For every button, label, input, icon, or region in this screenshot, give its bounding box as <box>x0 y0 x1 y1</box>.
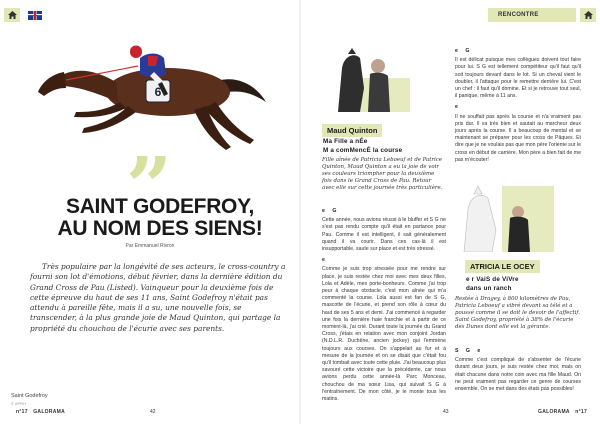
patricia-leboeuf-photo <box>462 186 554 252</box>
home-icon <box>8 11 17 19</box>
article-intro: Très populaire par la longévité de ses acteurs, le cross-country a fourni son lot d'émotions, début février, dans la dernière édition du Grand Cross de Pau (Listed). Vainqueur pour la deuxième fois de cette épreuve du haut de ses 11 ans, Saint Godefroy n'était pas attendu à pareille fête, mais il a su, une nouvelle fois, se transcender, à la plus grande joie de Maud Quinton, qui partage la propriété du chouchou de l'écurie avec ses parents. <box>30 262 286 333</box>
caption-credit: © APRH <box>11 401 26 406</box>
svg-text:6: 6 <box>154 85 162 99</box>
page-gutter <box>299 0 301 424</box>
question-5: S G e <box>455 348 484 354</box>
caption-title: Saint Godefroy <box>11 393 48 399</box>
answer-4: Il ne souffait pas après la course et n'a vraiment pas pris dur. Il va très bien et sautait au marcheur deux jours après la course. Il a beaucoup de mental et se maintenant se préparer pour les cross de Pâques. Et dire que je ne voulais pas que mon père l'oriente sur le cross en début de carrière. Mon père a bien fait de me pas m'écouter! <box>455 113 581 163</box>
home-button[interactable] <box>4 8 20 22</box>
article-headline <box>34 196 286 240</box>
maud-quinton-photo <box>330 48 410 112</box>
question-2: e <box>322 257 328 264</box>
patricia-name-tag: ATRICIA LE OCEY <box>465 260 540 273</box>
answer-3: Il est délicat puisque mes collègues doivent tout faire pour lui. S G est tellement compétiteur qu'il faut qu'il soit toujours devant dans le lot. Si un cheval vient le doubler, il l'attaque pour le remettre derrière lui. C'est un chef : il faut qu'il domine. Et si je retrouve tout seul, il panique, même à 11 ans. <box>455 57 581 100</box>
home-icon <box>584 11 593 19</box>
horse-jumping-photo <box>36 36 268 154</box>
answer-5: Comme c'est compliqué de s'absenter de l'écurie durant deux jours, je suis restée chez moi, mais on était chacune dans notre coin avec ma fille Maud. On ne peut vraiment pas regarder ce genre de courses ensemble. On se met dans des états pas possibles! <box>455 357 581 393</box>
column-right-bottom <box>455 348 581 397</box>
uk-flag-icon[interactable] <box>28 11 42 20</box>
photo-caption <box>11 393 48 407</box>
patricia-subhead-2: dans un ranch <box>466 285 512 292</box>
maud-name-tag: Maud Quinton <box>322 124 382 137</box>
maud-intro: Fille aînée de Patricia Leboeuf et de Patrice Quinton, Maud Quinton a eu la joie de voir ses couleurs triompher pour la deuxième fois dans le Grand Cross de Pau. Retour avec elle sur cette journée très particulière. <box>322 157 443 191</box>
top-bar-right <box>488 8 596 22</box>
column-left <box>322 208 446 407</box>
section-label: RENCONTRE <box>488 8 576 22</box>
issue-number: n°17 <box>16 409 28 415</box>
patricia-intro: Restée à Dragey, à 800 kilomètres de Pau, Patricia Leboeuf a vibré devant sa télé et a poussé comme il se doit le devoir de l'affectif. Saint Godefroy, propriété à 38% de l'écurie des Dunes dont elle est la gérante. <box>455 296 580 330</box>
maud-subhead-2: M a comMencÉ la course <box>323 147 403 154</box>
home-button-right[interactable] <box>580 8 596 22</box>
top-bar-left <box>0 8 42 22</box>
footer-left <box>16 409 65 415</box>
patricia-subhead-1: e r VaiS de ViVre <box>466 276 519 283</box>
byline: Par Emmanuel Rivron <box>125 243 175 249</box>
answer-2: Comme je suis trop stressée pour me rendre sur place, je suis restée chez moi avec mes deux filles, Lola et Adèle, mes porte-bonheurs. Comme j'ai trop peur à chaque obstacle, c'est mon aînée qui m'a commenté la course. Lola aussi est fan de S G, mascotte de l'écurie, et prend son rôle à cœur du haut de ses 5 ans et demi. J'ai commencé à regarder une fois la dernière haie franchie et à partir de ce moment-là, j'ai crié. Durant toute la journée du Grand Cross, j'étais en relation avec mon conjoint Jordan (N.D.L.R. Duchêne, ancien jockey) qui l'emmène toujours aux courses. On s'appelait au fur et à mesure de la journée et on se disait que c'était fou qu'il tombait avec toute cette pluie. J'ai beaucoup plus savouré cette victoire que la précédente, car nous avions perdu cette année-là Parc Monceau, chouchou de ma sœur Lisa, qui suivait S G à l'entraînement. De mon côté, je le monte tous les matins. <box>322 266 446 403</box>
headline-line-2: AU NOM DES SIENS! <box>57 217 263 240</box>
page-number-right: 43 <box>443 409 449 415</box>
maud-subhead-1: Ma Fille a nÉe <box>323 138 368 145</box>
column-right-top <box>455 48 581 168</box>
question-1: e G <box>322 208 340 214</box>
quote-mark: ” <box>126 139 173 233</box>
page-number-left: 42 <box>150 409 156 415</box>
headline-line-1: SAINT GODEFROY, <box>65 195 255 218</box>
magazine-brand-right: GALORAMA <box>538 409 570 415</box>
question-3: e G <box>455 48 473 54</box>
question-4: e <box>455 104 461 111</box>
issue-number-right: n°17 <box>575 409 588 415</box>
footer-right <box>538 409 587 415</box>
answer-1: Cette année, nous avions réussi à le bluffer et S G ne s'est pas rendu compte qu'il était en partance pour Pau. Comme il est intelligent, il sait généralement quand il va courir. Dans ces cas-là il est insupportable, saute sur place et est très stressé. <box>322 217 446 253</box>
magazine-brand: GALORAMA <box>33 409 66 415</box>
